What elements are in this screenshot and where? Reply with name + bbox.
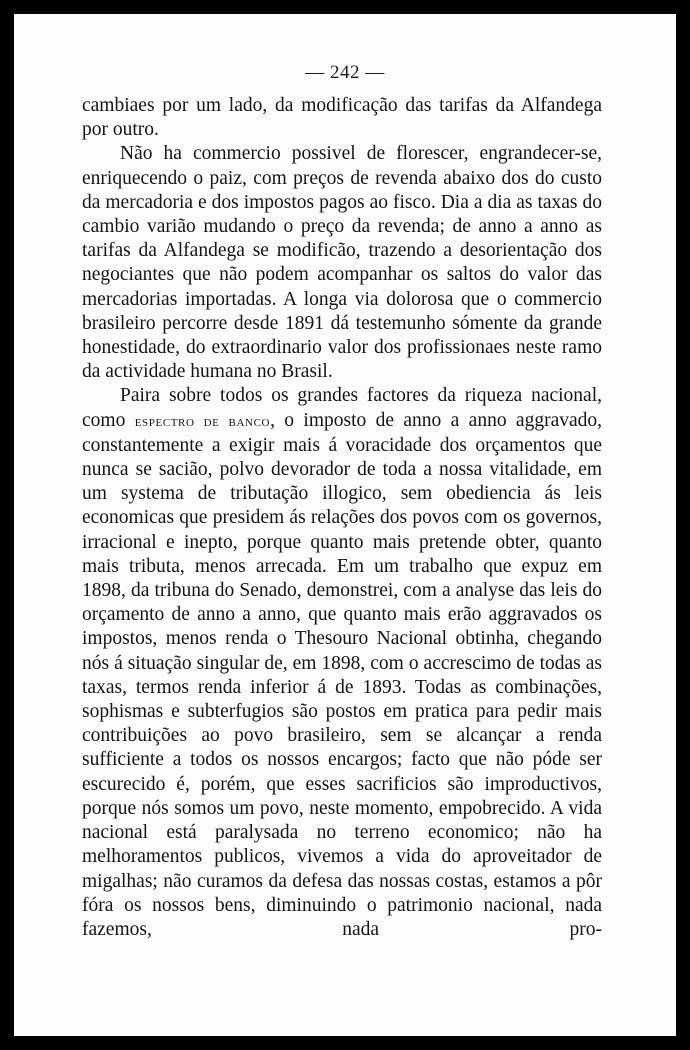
spectro-de-banco-phrase: espectro de banco xyxy=(134,412,271,430)
paragraph-commercio: Não ha commercio possivel de florescer, engrandecer-se, enriquecendo o paiz, com preços de revenda abaixo dos do custo da mercadoria e dos impostos pagos ao fisco. Dia a dia as taxas do cambio varião mudando o preço da revenda; de anno a anno as tarifas da Alfandega se modificão, trazendo a desorientação dos negociantes que não podem acompanhar os saltos do valor das mercadorias importadas. A longa via dolorosa que o commercio brasileiro percorre desde 1891 dá testemunho sómente da grande honestidade, do extraordinario valor dos profissionaes neste ramo da actividade humana no Brasil. xyxy=(82,143,602,383)
paragraph-imposto xyxy=(82,384,602,942)
book-page xyxy=(14,14,676,1036)
page-number: — 242 — xyxy=(305,62,385,83)
body-text xyxy=(82,94,602,942)
paragraph-continuation: cambiaes por um lado, da modificação das tarifas da Alfandega por outro. xyxy=(82,95,602,141)
paragraph-imposto-rest: , o imposto de anno a anno aggravado, constantemente a exigir mais á voracidade dos orçamentos que nunca se sacião, polvo devorador de toda a nossa vitalidade, em um systema de tributação illogico, sem obediencia ás leis economicas que presidem ás relações dos povos com os governos, irracional e inepto, porque quanto mais pretende obter, quanto mais tributa, menos arrecada. Em um trabalho que expuz em 1898, da tribuna do Senado, demonstrei, com a analyse das leis do orçamento de anno a anno, que quanto mais erão aggravados os impostos, menos renda o Thesouro Nacional obtinha, chegando nós á situação singular de, em 1898, com o accrescimo de todas as taxas, termos renda inferior á de 1893. Todas as combinações, sophismas e subterfugios são postos em pratica para pedir mais contribuições ao povo brasileiro, sem se alcançar a renda sufficiente a todos os nossos encargos; facto que não póde ser escurecido é, porém, que esses sacrificios são improductivos, porque nós somos um povo, neste momento, empobrecido. A vida nacional está paralysada no terreno economico; não ha melhoramentos publicos, vivemos a vida do aproveitador de migalhas; não curamos da defesa das nossas costas, estamos a pôr fóra os nossos bens, diminuindo o patrimonio nacional, nada fazemos, nada pro- xyxy=(82,409,603,940)
paragraph-imposto-start: Paira sobre todos os grandes factores da riqueza nacional, como xyxy=(82,385,602,431)
